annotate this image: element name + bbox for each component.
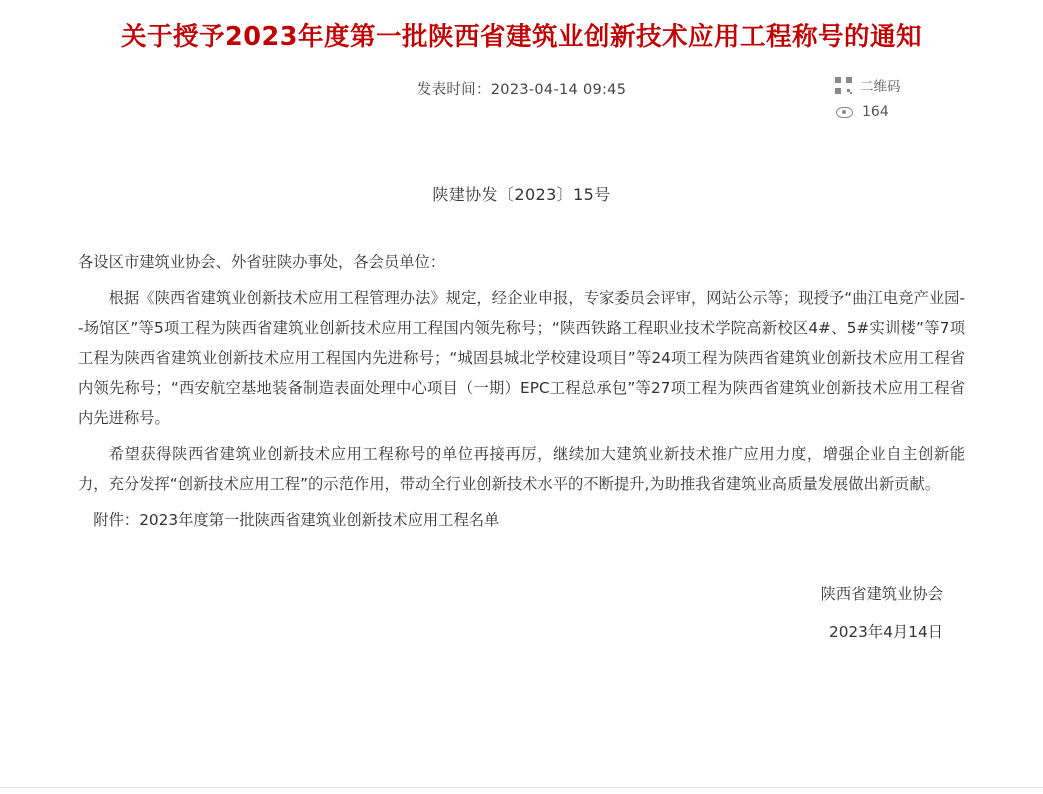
meta-right-block <box>835 74 965 123</box>
document-page <box>0 18 1043 794</box>
views-count: 164 <box>862 104 889 120</box>
views-row <box>835 101 965 123</box>
qrcode-row[interactable] <box>835 74 965 96</box>
publish-time: 发表时间：2023-04-14 09:45 <box>416 82 627 98</box>
document-meta <box>0 78 1043 126</box>
attachment-line: 附件：2023年度第一批陕西省建筑业创新技术应用工程名单 <box>93 511 500 529</box>
document-number: 陕建协发〔2023〕15号 <box>432 185 611 204</box>
eye-icon <box>836 107 853 118</box>
body-paragraph-1: 根据《陕西省建筑业创新技术应用工程管理办法》规定，经企业申报，专家委员会评审，网站公示等；现授予“曲江电竞产业园--场馆区”等5项工程为陕西省建筑业创新技术应用工程国内领先称号；“陕西铁路工程职业技术学院高新校区4#、5#实训楼”等7项工程为陕西省建筑业创新技术应用工程国内先进称号；“城固县城北学校建设项目”等24项工程为陕西省建筑业创新技术应用工程省内领先称号；“西安航空基地装备制造表面处理中心项目（一期）EPC工程总承包”等27项工程为陕西省建筑业创新技术应用工程省内先进称号。 <box>78 289 965 427</box>
signature-block <box>78 575 965 651</box>
qrcode-label: 二维码 <box>860 79 901 95</box>
signer-name: 陕西省建筑业协会 <box>820 585 943 603</box>
bottom-divider <box>0 787 1043 788</box>
signature-date: 2023年4月14日 <box>828 623 943 641</box>
page-title: 关于授予2023年度第一批陕西省建筑业创新技术应用工程称号的通知 <box>121 22 922 52</box>
body-paragraph-2: 希望获得陕西省建筑业创新技术应用工程称号的单位再接再厉，继续加大建筑业新技术推广应用力度，增强企业自主创新能力，充分发挥“创新技术应用工程”的示范作用，带动全行业创新技术水平的不断提升,为助推我省建筑业高质量发展做出新贡献。 <box>78 445 965 493</box>
document-body <box>78 247 965 535</box>
qrcode-icon <box>835 77 852 94</box>
salutation: 各设区市建筑业协会、外省驻陕办事处，各会员单位： <box>78 253 446 271</box>
